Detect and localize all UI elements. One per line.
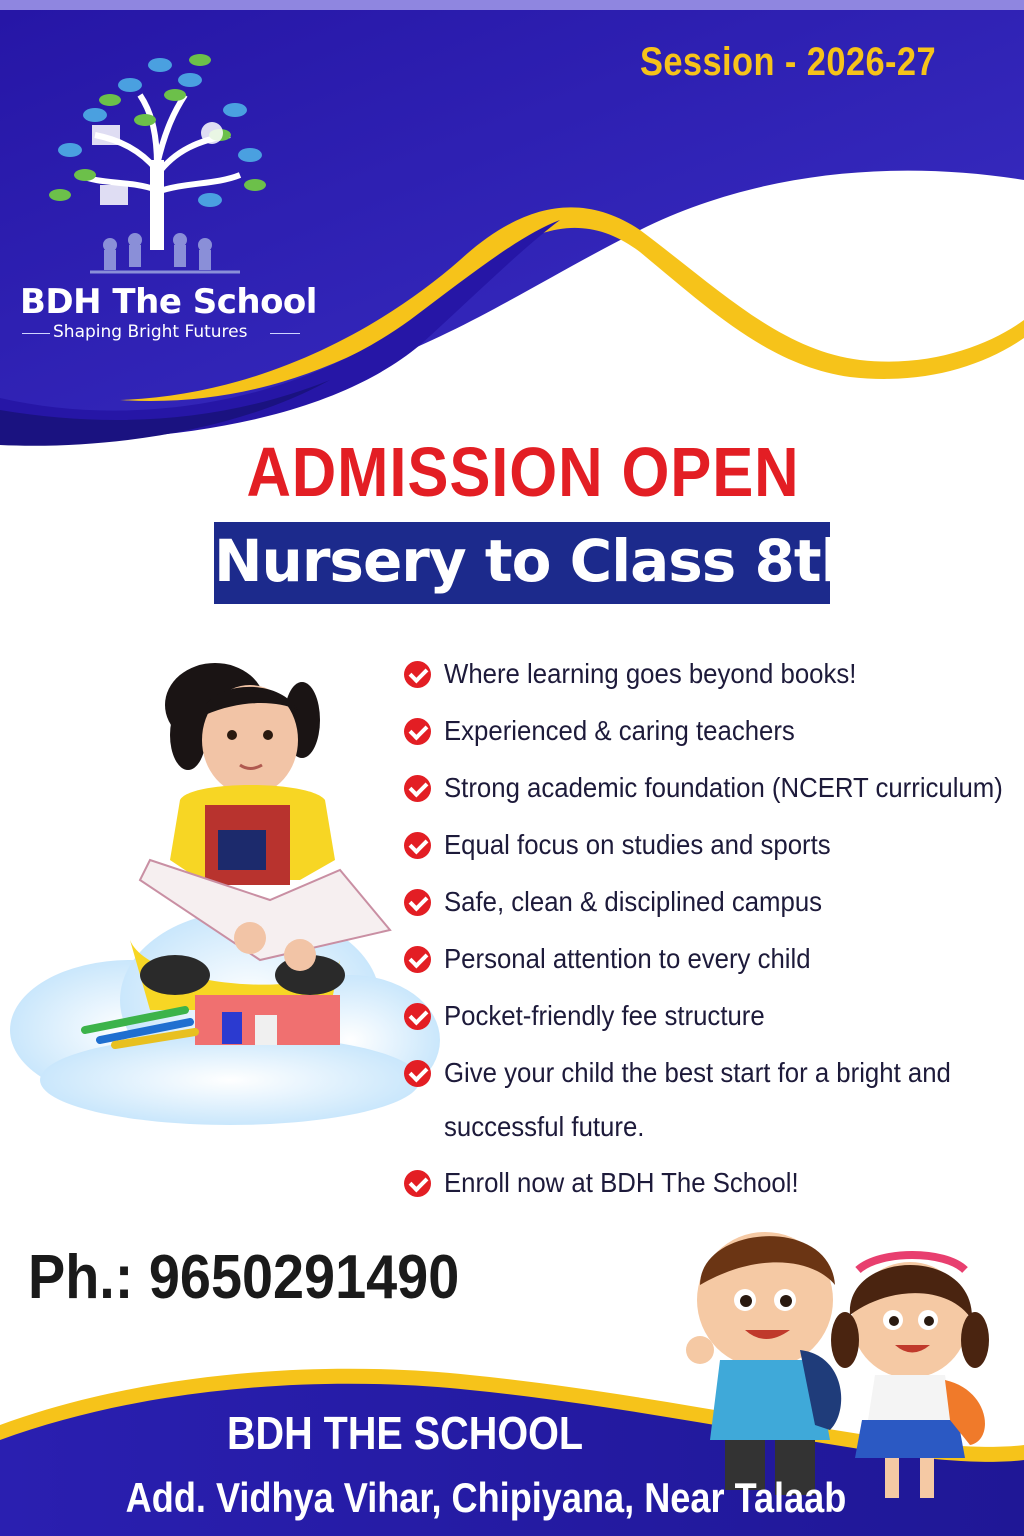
list-item: Enroll now at BDH The School!: [404, 1163, 1024, 1220]
check-circle-icon: [404, 661, 431, 688]
phone-number: Ph.: 9650291490: [28, 1243, 460, 1312]
school-tagline: Shaping Bright Futures: [53, 322, 248, 342]
list-item: Give your child the best start for a bright and successful future.: [404, 1053, 1024, 1163]
tagline-divider-left: [22, 333, 50, 334]
tagline-divider-right: [270, 333, 300, 334]
check-circle-icon: [404, 1060, 431, 1087]
admission-headline: ADMISSION OPEN: [246, 433, 800, 511]
list-item: Strong academic foundation (NCERT curriculum): [404, 768, 1024, 825]
list-item: Equal focus on studies and sports: [404, 825, 1024, 882]
list-item: Pocket-friendly fee structure: [404, 996, 1024, 1053]
list-item: Safe, clean & disciplined campus: [404, 882, 1024, 939]
footer-school-name: BDH THE SCHOOL: [226, 1407, 584, 1459]
check-circle-icon: [404, 946, 431, 973]
check-circle-icon: [404, 889, 431, 916]
check-circle-icon: [404, 1170, 431, 1197]
list-item: Where learning goes beyond books!: [404, 654, 1024, 711]
list-item: Experienced & caring teachers: [404, 711, 1024, 768]
session-label: Session - 2026-27: [640, 40, 937, 84]
check-circle-icon: [404, 775, 431, 802]
check-circle-icon: [404, 1003, 431, 1030]
check-circle-icon: [404, 832, 431, 859]
class-range-text: Nursery to Class 8th: [214, 527, 861, 595]
footer-address: Add. Vidhya Vihar, Chipiyana, Near Talaab: [125, 1474, 847, 1521]
feature-list: [404, 654, 1024, 1220]
list-item: Personal attention to every child: [404, 939, 1024, 996]
school-logo-name: BDH The School: [20, 282, 317, 322]
check-circle-icon: [404, 718, 431, 745]
